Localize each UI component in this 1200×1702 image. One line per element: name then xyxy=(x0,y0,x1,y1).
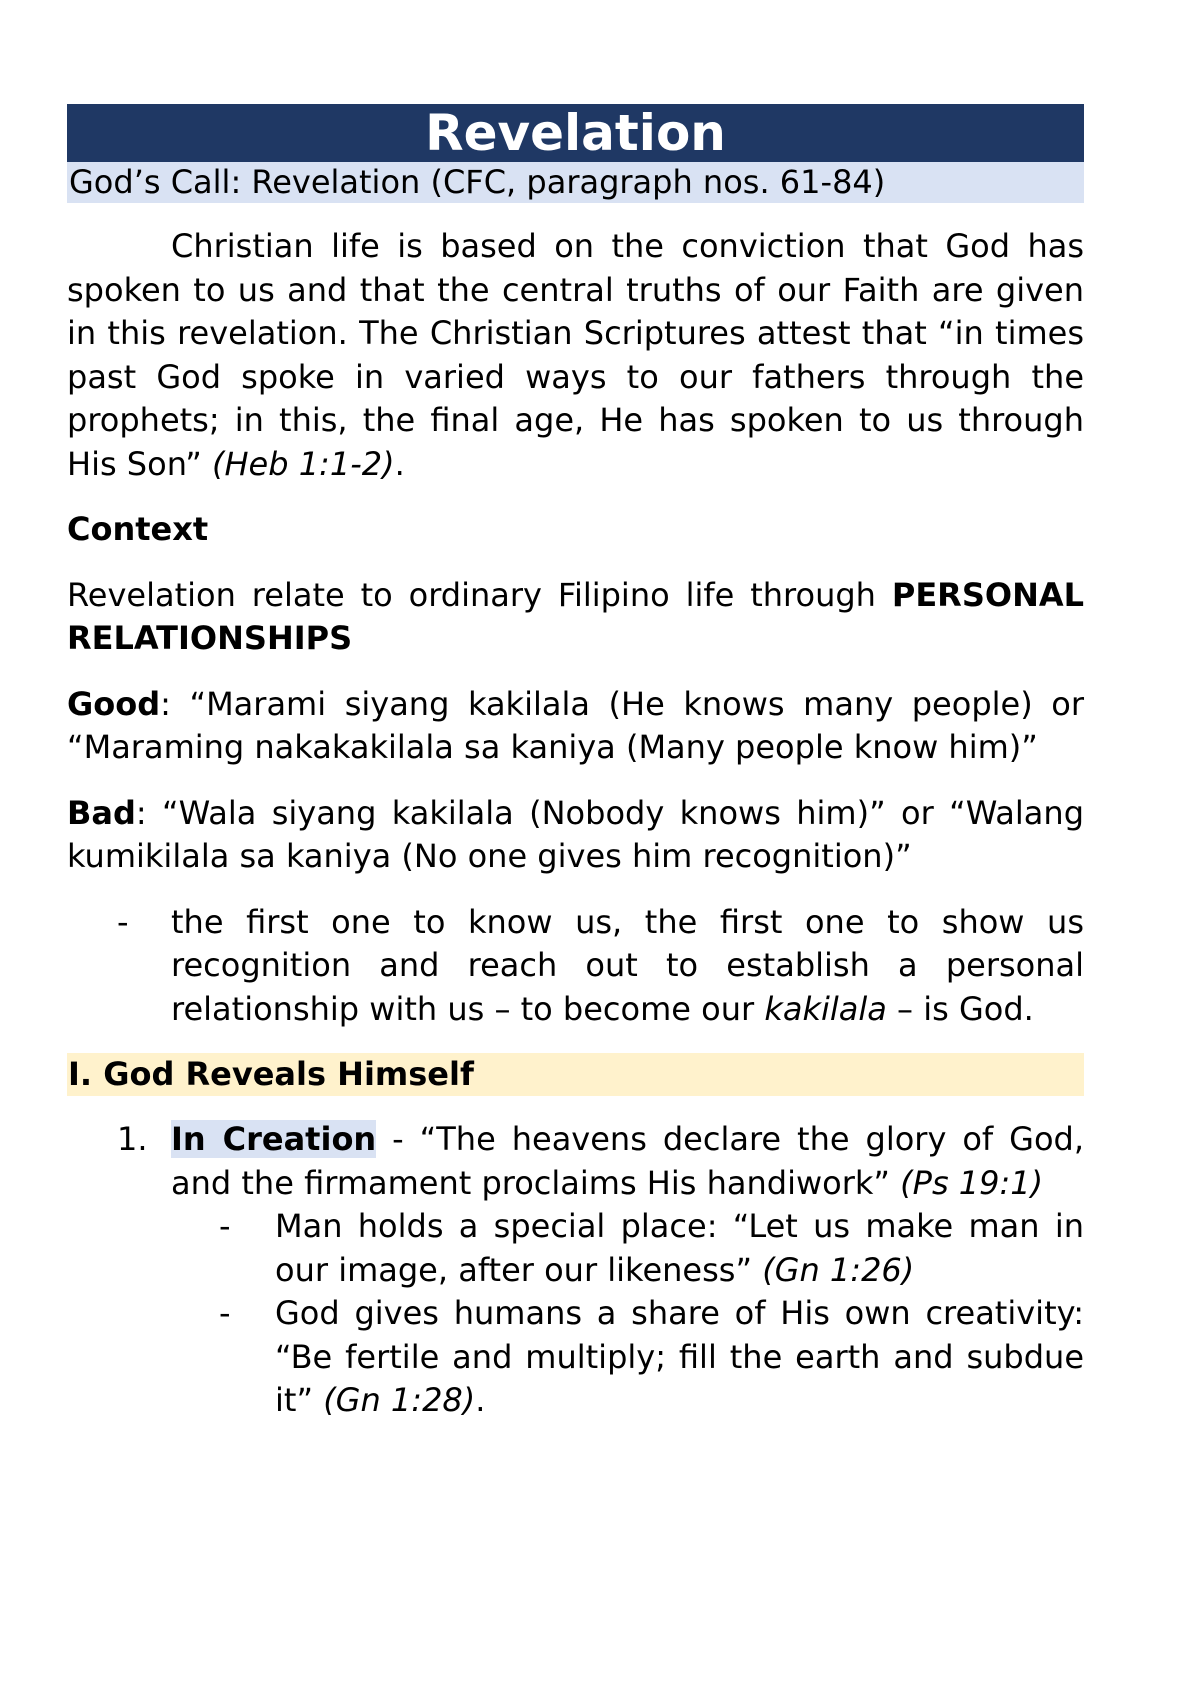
section-heading: I. God Reveals Himself xyxy=(67,1053,1084,1096)
sub-item-text: Man holds a special place: “Let us make man in our image, after our likeness” xyxy=(275,1207,1084,1289)
item-text: - “The heavens declare the glory of God, and the firmament proclaims His handiwork” xyxy=(171,1120,1085,1202)
context-emphasis: PERSONAL RELATIONSHIPS xyxy=(67,575,1084,657)
item-label: In Creation xyxy=(171,1120,377,1158)
context-heading xyxy=(67,508,1084,552)
good-paragraph xyxy=(67,683,1084,770)
sub-item-citation: (Gn 1:26) xyxy=(762,1250,915,1289)
dash-marker: - xyxy=(117,902,129,941)
bad-label: Bad xyxy=(67,793,136,832)
sub-marker: - xyxy=(219,1207,231,1245)
document-content xyxy=(67,104,1084,1423)
intro-text: Christian life is based on the conviction that God has spoken to us and that the central truths of our Faith are given in this revelation. The Christian Scriptures attest that “in times past God spoke in varied ways to our fathers through the prophets; in this, the final age, He has spoken to us through His Son” xyxy=(67,227,1084,483)
good-label: Good xyxy=(67,684,161,723)
page-title: Revelation xyxy=(67,104,1084,162)
sub-item-end: . xyxy=(475,1381,486,1419)
page-subtitle: God’s Call: Revelation (CFC, paragraph nos. 61-84) xyxy=(67,162,1084,203)
sub-item-citation: (Gn 1:28) xyxy=(323,1381,476,1419)
dash-text-before: the first one to know us, the first one to show us recognition and reach out to establish a personal relationship with us – to become our xyxy=(171,902,1084,1028)
sub-list-item xyxy=(67,1292,1084,1423)
intro-paragraph xyxy=(67,225,1084,486)
dash-italic: kakilala xyxy=(764,989,887,1028)
dash-text-after: – is God. xyxy=(886,989,1034,1028)
bad-paragraph xyxy=(67,792,1084,879)
sub-marker: - xyxy=(219,1294,231,1332)
intro-citation: (Heb 1:1-2) xyxy=(211,444,395,483)
numbered-list-item xyxy=(67,1118,1084,1205)
numbered-item-body xyxy=(171,1118,1084,1205)
dash-item-body xyxy=(171,901,1084,1032)
dash-list-item xyxy=(67,901,1084,1032)
context-text: Revelation relate to ordinary Filipino life through xyxy=(67,575,892,614)
bad-text: : “Wala siyang kakilala (Nobody knows him)” or “Walang kumikilala sa kaniya (No one gives him recognition)” xyxy=(67,793,1084,875)
sub-item-body xyxy=(275,1292,1084,1423)
good-text: : “Marami siyang kakilala (He knows many people) or “Maraming nakakakilala sa kaniya (Many people know him)” xyxy=(67,684,1084,766)
context-heading-text: Context xyxy=(67,510,209,548)
item-citation: (Ps 19:1) xyxy=(900,1163,1044,1202)
intro-end: . xyxy=(394,444,405,483)
number-marker: 1. xyxy=(117,1120,148,1158)
sub-list-item xyxy=(67,1205,1084,1292)
context-paragraph xyxy=(67,574,1084,661)
sub-item-text: God gives humans a share of His own creativity: “Be fertile and multiply; fill the earth and subdue it” xyxy=(275,1294,1084,1419)
sub-item-body xyxy=(275,1205,1084,1292)
